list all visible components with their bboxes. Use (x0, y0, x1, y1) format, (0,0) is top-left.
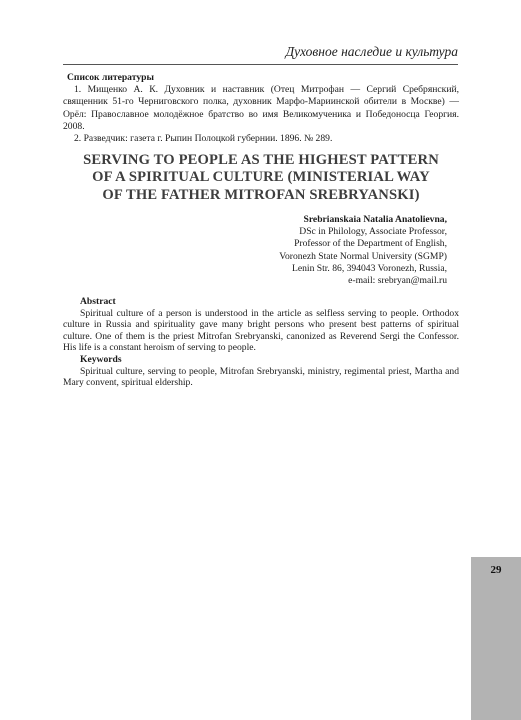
reference-item: 2. Разведчик: газета г. Рыпин Полоцкой губернии. 1896. № 289. (74, 133, 333, 145)
keywords-text: Spiritual culture, serving to people, Mitrofan Srebryanski, ministry, regimental priest, Martha and Mary convent, spiritual eldership. (63, 365, 459, 389)
page-side-tab (471, 557, 521, 720)
abstract-heading: Abstract (80, 296, 116, 307)
author-affiliation: Voronezh State Normal University (SGMP) (279, 250, 447, 262)
author-email: e-mail: srebryan@mail.ru (348, 275, 447, 287)
title-line: OF A SPIRITUAL CULTURE (MINISTERIAL WAY (92, 169, 430, 186)
keywords-heading: Keywords (80, 353, 122, 365)
header-rule (63, 64, 458, 65)
author-address: Lenin Str. 86, 394043 Voronezh, Russia, (291, 262, 447, 274)
author-name: Srebrianskaia Natalia Anatolievna, (303, 214, 447, 225)
abstract-text: Spiritual culture of a person is understood in the article as selfless serving to people. Orthodox culture in Russia and spirituality gave many bright persons who present best patterns of spiritual culture. One of them is the priest Mitrofan Srebryanski, canonized as Reverend Sergi the Confessor. His life is a constant heroism of serving to people. (63, 307, 459, 354)
abstract-section (63, 296, 459, 389)
page-number: 29 (490, 564, 502, 576)
reference-item: 1. Мищенко А. К. Духовник и наставник (Отец Митрофан — Сергий Сребрянский, священник 51-го Черниговского полка, духовник Марфо-Мариинской обители в Москве) — Орёл: Православное молодёжное братство во имя Великомученика и Победоносца Георгия. 2008. (63, 84, 459, 132)
author-position: Professor of the Department of English, (294, 238, 447, 250)
author-degree: DSc in Philology, Associate Professor, (299, 226, 447, 238)
article-title (63, 152, 459, 204)
running-header-title: Духовное наследие и культура (285, 44, 458, 59)
title-line: OF THE FATHER MITROFAN SREBRYANSKI) (102, 186, 420, 203)
title-line: SERVING TO PEOPLE AS THE HIGHEST PATTERN (83, 152, 439, 168)
references-section (63, 72, 459, 145)
references-heading: Список литературы (67, 72, 154, 83)
author-block (147, 214, 447, 287)
